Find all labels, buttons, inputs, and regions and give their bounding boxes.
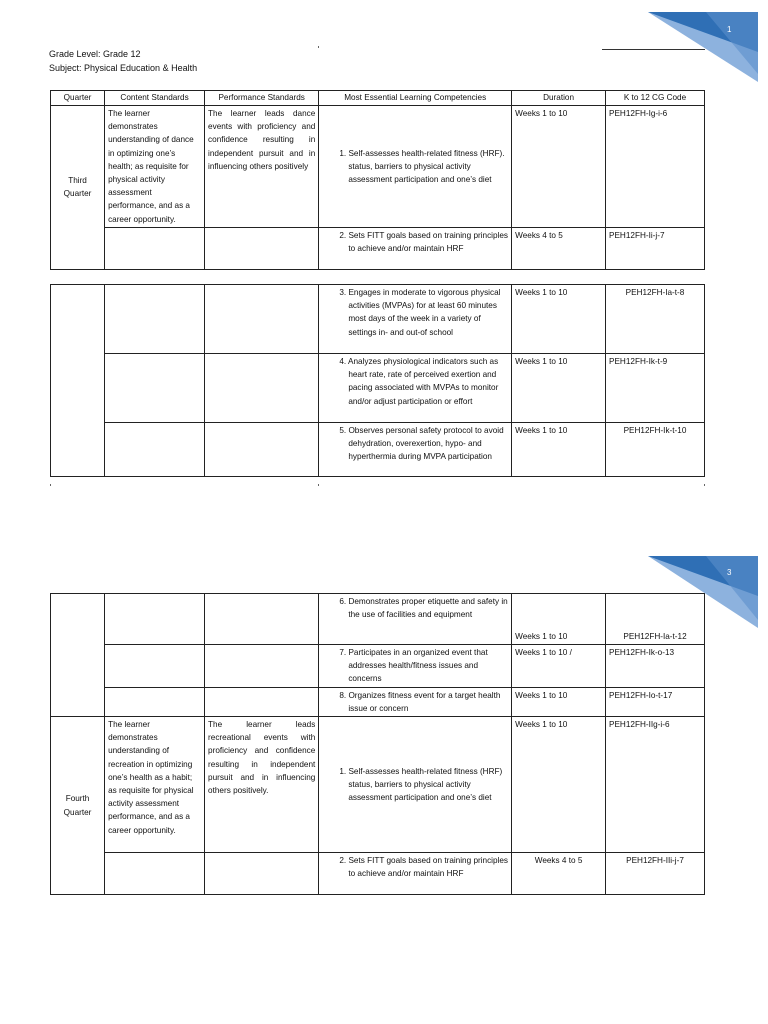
competency-text: Sets FITT goals based on training principles to achieve and/or maintain HRF xyxy=(348,230,509,254)
competency-cell xyxy=(319,106,512,228)
code-cell: PEH12FH-IIg-i-6 xyxy=(606,717,705,853)
quarter-cell xyxy=(51,106,105,270)
code-cell: PEH12FH-Ii-j-7 xyxy=(606,227,705,269)
code-cell: PEH12FH-Ik-t-9 xyxy=(606,354,705,423)
competency-cell xyxy=(319,594,512,645)
competency-text: Sets FITT goals based on training principles to achieve and/or maintain HRF xyxy=(348,856,509,879)
table-row xyxy=(51,423,705,477)
competency-number: 1. xyxy=(339,766,347,776)
page-mark xyxy=(704,484,705,486)
empty-cell xyxy=(205,645,319,688)
performance-standard-cell: The learner leads recreational events with proficiency and confidence resulting in independent pursuit and in influencing others positively. xyxy=(205,717,319,853)
competency-number: 2. xyxy=(339,856,347,866)
quarter-label: Third Quarter xyxy=(63,176,92,199)
competency-number: 8. xyxy=(339,690,347,700)
competency-number: 3. xyxy=(339,288,347,297)
table-row xyxy=(51,687,705,716)
empty-cell xyxy=(105,285,205,354)
table-row xyxy=(51,594,705,645)
header-content-standards: Content Standards xyxy=(105,91,205,106)
competency-text: Engages in moderate to vigorous physical activities (MVPAs) for at least 60 minutes most days of the week in a variety of settings in- and out-of school xyxy=(348,288,501,337)
duration-cell: Weeks 1 to 10 xyxy=(512,594,606,645)
table-row xyxy=(51,354,705,423)
competency-number: 6. xyxy=(339,597,347,606)
page-mark xyxy=(318,46,319,48)
competency-text: Self-assesses health-related fitness (HRF) status, barriers to physical activity assessment participation and one’s diet xyxy=(348,766,503,803)
table-row xyxy=(51,717,705,853)
duration-cell: Weeks 1 to 10 xyxy=(512,687,606,716)
code-cell: PEH12FH-IIi-j-7 xyxy=(606,853,705,895)
table-row xyxy=(51,106,705,228)
code-cell: PEH12FH-Ia-t-8 xyxy=(606,285,705,354)
header-duration: Duration xyxy=(512,91,606,106)
page-mark xyxy=(50,484,51,486)
quarter-label: Fourth Quarter xyxy=(63,794,92,817)
signature-line xyxy=(602,49,705,50)
empty-cell xyxy=(205,354,319,423)
code-cell: PEH12FH-Ik-t-10 xyxy=(606,423,705,477)
competency-cell xyxy=(319,354,512,423)
competency-text: Observes personal safety protocol to avoid dehydration, overexertion, hypo- and hyperthermia during MVPA participation xyxy=(348,426,504,462)
competency-cell xyxy=(319,645,512,688)
competency-number: 5. xyxy=(339,426,347,435)
empty-cell xyxy=(205,687,319,716)
empty-cell xyxy=(205,423,319,477)
performance-standard-cell: The learner leads dance events with proficiency and confidence resulting in independent pursuit and in influencing others positively xyxy=(205,106,319,228)
empty-cell xyxy=(105,853,205,895)
competency-table-part2 xyxy=(50,284,705,477)
empty-cell xyxy=(51,285,105,477)
competency-cell xyxy=(319,285,512,354)
empty-cell xyxy=(205,853,319,895)
competency-number: 2. xyxy=(339,230,347,240)
table-row xyxy=(51,285,705,354)
empty-cell xyxy=(205,227,319,269)
empty-cell xyxy=(105,227,205,269)
competency-cell xyxy=(319,423,512,477)
competency-cell xyxy=(319,227,512,269)
empty-cell xyxy=(205,594,319,645)
duration-cell: Weeks 4 to 5 xyxy=(512,853,606,895)
empty-cell xyxy=(105,687,205,716)
empty-cell xyxy=(105,354,205,423)
table-row xyxy=(51,645,705,688)
duration-cell: Weeks 1 to 10 xyxy=(512,423,606,477)
table-row xyxy=(51,227,705,269)
duration-cell: Weeks 1 to 10 xyxy=(512,354,606,423)
competency-cell xyxy=(319,853,512,895)
competency-number: 4. xyxy=(339,357,347,366)
competency-cell xyxy=(319,717,512,853)
duration-cell: Weeks 1 to 10 xyxy=(512,717,606,853)
page-number: 1 xyxy=(727,25,732,34)
competency-text: Participates in an organized event that addresses health/fitness issues and concerns xyxy=(348,648,488,684)
duration-cell: Weeks 1 to 10 xyxy=(512,106,606,228)
empty-cell xyxy=(105,423,205,477)
empty-cell xyxy=(105,594,205,645)
duration-cell: Weeks 4 to 5 xyxy=(512,227,606,269)
competency-cell xyxy=(319,687,512,716)
competency-text: Self-assesses health-related fitness (HRF). status, barriers to physical activity assessment participation and one’s diet xyxy=(348,148,505,185)
header-cg-code: K to 12 CG Code xyxy=(606,91,705,106)
competency-number: 1. xyxy=(339,148,347,158)
competency-text: Analyzes physiological indicators such as heart rate, rate of perceived exertion and pacing associated with MVPAs to monitor and/or adjust participation or effort xyxy=(347,357,499,406)
header-melc: Most Essential Learning Competencies xyxy=(319,91,512,106)
code-cell: PEH12FH-Io-t-17 xyxy=(606,687,705,716)
duration-cell: Weeks 1 to 10 / xyxy=(512,645,606,688)
page-number: 3 xyxy=(727,568,732,577)
competency-text: Demonstrates proper etiquette and safety in the use of facilities and equipment xyxy=(348,597,508,620)
duration-cell: Weeks 1 to 10 xyxy=(512,285,606,354)
code-cell: PEH12FH-Ig-i-6 xyxy=(606,106,705,228)
page-mark xyxy=(318,484,319,486)
page-corner-decoration xyxy=(648,12,758,82)
competency-number: 7. xyxy=(339,648,347,657)
content-standard-cell: The learner demonstrates understanding of dance in optimizing one’s health; as requisite for physical activity assessment performance, and as a career opportunity. xyxy=(105,106,205,228)
empty-cell xyxy=(51,594,105,717)
code-cell: PEH12FH-Ia-t-12 xyxy=(606,594,705,645)
competency-table-part1 xyxy=(50,90,705,270)
competency-table-part3 xyxy=(50,593,705,895)
table-header-row xyxy=(51,91,705,106)
code-cell: PEH12FH-Ik-o-13 xyxy=(606,645,705,688)
content-standard-cell: The learner demonstrates understanding of recreation in optimizing one’s health as a habit; as requisite for physical activity assessment performance, and as a career opportunity. xyxy=(105,717,205,853)
header-quarter: Quarter xyxy=(51,91,105,106)
competency-text: Organizes fitness event for a target health issue or concern xyxy=(348,690,501,713)
grade-level: Grade Level: Grade 12 xyxy=(49,49,141,59)
subject: Subject: Physical Education & Health xyxy=(49,63,198,73)
table-row xyxy=(51,853,705,895)
empty-cell xyxy=(105,645,205,688)
header-performance-standards: Performance Standards xyxy=(205,91,319,106)
empty-cell xyxy=(205,285,319,354)
quarter-cell xyxy=(51,717,105,895)
